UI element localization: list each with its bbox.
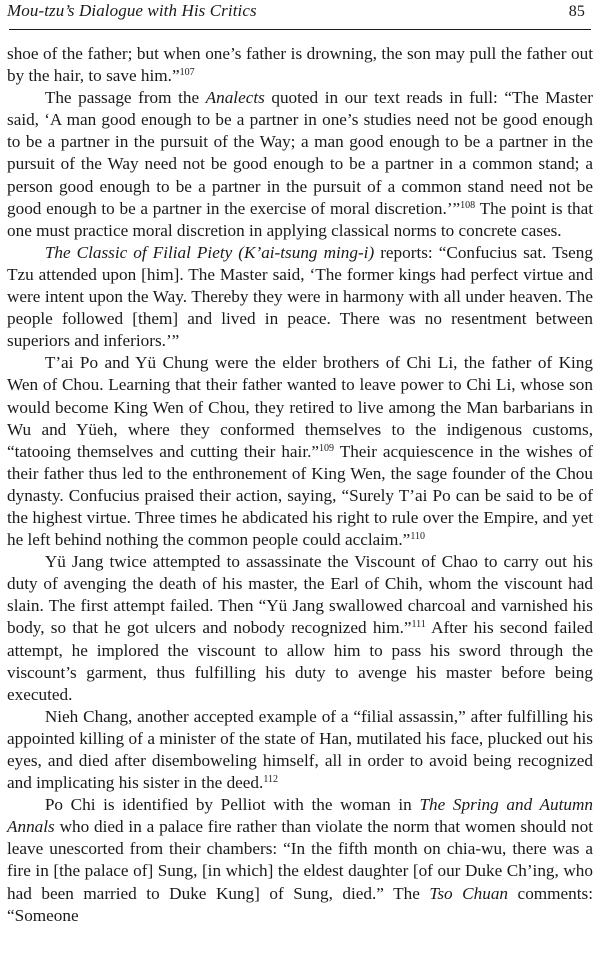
text-run: T’ai Po and Yü Chung were the elder brothers of Chi Li, the father of King Wen of Chou. Learning that their father wanted to leave power to Chi Li, whose son would become King Wen of Chou, they retired to live among the Man barbarians in Wu and Yüeh, where they conformed themselves to the indigenous customs, “tatooing themselves and cutting their hair.” — [7, 353, 593, 461]
footnote-ref: 110 — [410, 531, 425, 543]
paragraph — [7, 242, 593, 352]
paragraph — [7, 87, 593, 242]
body-text — [7, 43, 593, 927]
page-number: 85 — [568, 3, 585, 20]
paragraph — [7, 706, 593, 794]
text-run: Nieh Chang, another accepted example of a “filial assassin,” after fulfilling his appointed killing of a minister of the state of Han, mutilated his face, plucked out his eyes, and died after disemboweling himself, all in order to avoid being recognized and implicating his sister in the deed. — [7, 706, 593, 793]
text-run: shoe of the father; but when one’s father is drowning, the son may pull the father out by the hair, to save him.” — [7, 44, 593, 86]
text-run: The passage from the — [44, 88, 206, 108]
running-title: Mou-tzu’s Dialogue with His Critics — [7, 1, 257, 20]
paragraph — [7, 43, 593, 87]
text-run: reports: “Confucius sat. Tseng Tzu attended upon [him]. The Master said, ‘The former kings had perfect virtue and were intent upon the Way. Thereby they were in harmony with all under heaven. The people followed [them] and lived in peace. There was no resentment between superiors and inferiors.’” — [7, 242, 593, 351]
running-header — [7, 0, 593, 27]
text-run: Po Chi is identified by Pelliot with the woman in — [44, 795, 420, 815]
paragraph — [7, 794, 593, 927]
italic-text: Analects — [205, 88, 265, 108]
footnote-ref: 108 — [460, 199, 476, 211]
text-run: quoted in our text reads in full: “The Master said, ‘A man good enough to be a partner in one’s studies need not be good enough to be a partner in the pursuit of the Way; a man good enough to be a partner in the pursuit of the Way need not be good enough to be a partner in a common stand; a person good enough to be a partner in the pursuit of a common stand need not be good enough to be a partner in the exercise of moral discretion.’” — [7, 88, 593, 218]
text-run: The point is that one must practice moral discretion in applying classical norms to concrete cases. — [7, 198, 593, 240]
footnote-ref: 109 — [319, 442, 335, 454]
italic-text: The Classic of Filial Piety (K’ai-tsung ming-i) — [44, 242, 375, 262]
italic-text: The Spring and Autumn Annals — [7, 795, 594, 837]
paragraph — [7, 551, 593, 706]
header-rule — [9, 29, 591, 30]
footnote-ref: 111 — [411, 619, 426, 631]
text-run: After his second failed attempt, he implored the viscount to allow him to pass his sword through the viscount’s garment, thus fulfilling his duty to avenge his master before being executed. — [7, 618, 594, 704]
footnote-ref: 112 — [263, 774, 278, 786]
text-run: Their acquiescence in the wishes of their father thus led to the enthronement of King Wen, the sage founder of the Chou dynasty. Confucius praised their action, saying, “Surely T’ai Po can be said to be of the highest virtue. Three times he abdicated his right to rule over the Empire, and yet he left behind nothing the common people could acclaim.” — [7, 441, 593, 550]
footnote-ref: 107 — [179, 67, 195, 79]
paragraph — [7, 352, 593, 551]
text-run: Yü Jang twice attempted to assassinate the Viscount of Chao to carry out his duty of avenging the death of his master, the Earl of Chih, whom the viscount had slain. The first attempt failed. Then “Yü Jang swallowed charcoal and varnished his body, so that he got ulcers and nobody recognized him.” — [7, 552, 593, 638]
text-run: comments: “Someone — [7, 883, 593, 925]
text-run: who died in a palace fire rather than violate the norm that women should not leave unescorted from their chambers: “In the fifth month on chia-wu, there was a fire in [the palace of] Sung, [in which] the eldest daughter [of our Duke Ch’ing, who had been married to Duke Kung] of Sung, died.” The — [7, 817, 593, 903]
italic-text: Tso Chuan — [429, 883, 509, 903]
